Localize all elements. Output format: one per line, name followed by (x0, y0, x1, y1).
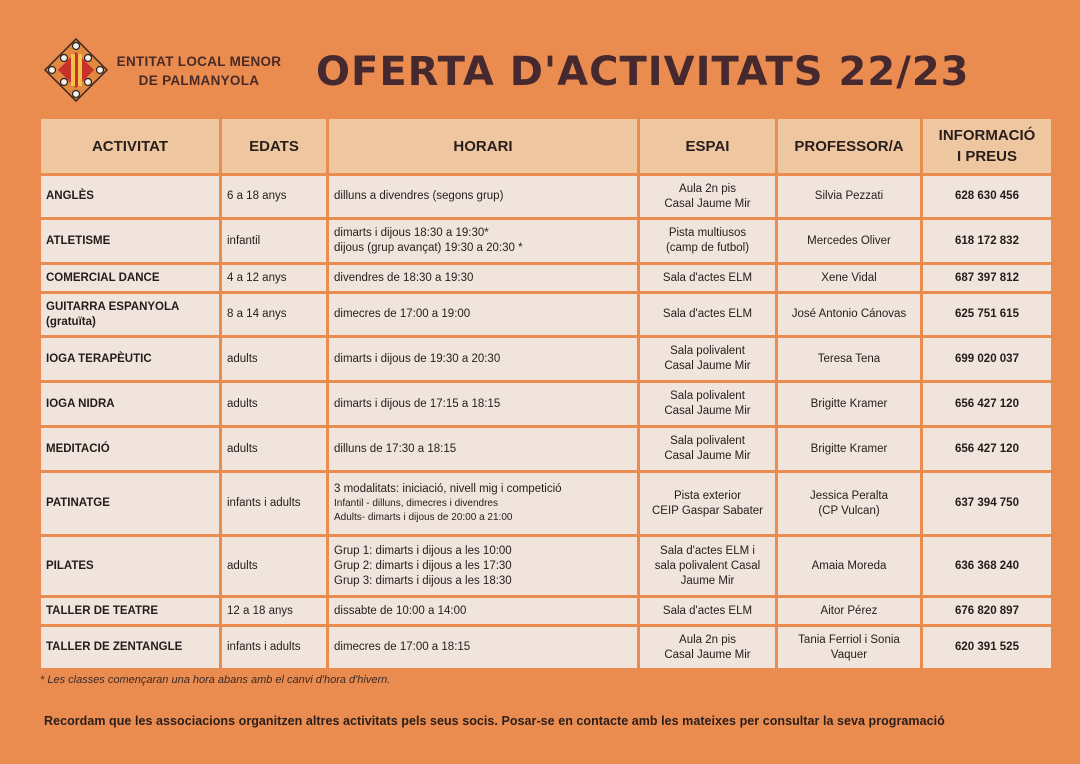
table-row (40, 219, 1053, 264)
cell-professor (777, 264, 922, 293)
header-activitat: ACTIVITAT (40, 118, 221, 175)
cell-espai-line: Aula 2n pis (679, 633, 736, 646)
cell-espai (639, 536, 777, 597)
cell-espai (639, 264, 777, 293)
cell-telefon: 625 751 615 (922, 293, 1053, 337)
cell-professor (777, 472, 922, 536)
header-info-line-1: INFORMACIÓ (938, 127, 1036, 144)
cell-espai-line: Sala polivalent (670, 435, 745, 447)
cell-professor-line: Amaia Moreda (811, 559, 887, 572)
cell-edats: adults (221, 427, 328, 472)
cell-espai-line: Casal Jaume Mir (664, 450, 751, 462)
cell-horari (328, 264, 639, 293)
cell-professor-line: Aitor Pérez (820, 604, 878, 617)
cell-professor-line: Mercedes Oliver (807, 234, 891, 247)
footnote: * Les classes començaran una hora abans amb el canvi d'hora d'hivern. (40, 674, 391, 686)
table-row (40, 472, 1053, 536)
cell-edats: adults (221, 337, 328, 382)
cell-edats: infants i adults (221, 626, 328, 670)
cell-activitat (40, 597, 221, 626)
cell-espai-line: (camp de futbol) (665, 242, 750, 254)
cell-professor (777, 382, 922, 427)
cell-horari-line: dilluns a divendres (segons grup) (334, 190, 504, 202)
cell-professor-line: José Antonio Cánovas (791, 308, 907, 320)
cell-espai-line: Casal Jaume Mir (664, 360, 751, 372)
cell-espai-line: Sala d'actes ELM (662, 271, 753, 284)
table-row (40, 264, 1053, 293)
cell-activitat (40, 472, 221, 536)
cell-horari (328, 597, 639, 626)
header-espai: ESPAI (639, 118, 777, 175)
cell-edats: 12 a 18 anys (221, 597, 328, 626)
cell-horari-line: dimarts i dijous de 19:30 a 20:30 (334, 352, 501, 365)
activity-name: TALLER DE TEATRE (46, 604, 159, 617)
cell-espai-line: Casal Jaume Mir (664, 405, 751, 417)
cell-telefon: 687 397 812 (922, 264, 1053, 293)
cell-horari-line: Grup 1: dimarts i dijous a les 10:00 (334, 544, 512, 557)
cell-horari (328, 175, 639, 219)
header-info (922, 118, 1053, 175)
cell-espai-line: Casal Jaume Mir (664, 197, 751, 210)
cell-horari-line: Adults- dimarts i dijous de 20:00 a 21:00 (334, 512, 513, 523)
cell-telefon: 628 630 456 (922, 175, 1053, 219)
cell-horari-line: Grup 2: dimarts i dijous a les 17:30 (334, 559, 512, 572)
cell-horari-line: Infantil - dilluns, dimecres i divendres (334, 498, 498, 509)
cell-espai-line: CEIP Gaspar Sabater (651, 504, 763, 517)
cell-espai-line: Pista exterior (673, 489, 742, 502)
cell-horari (328, 219, 639, 264)
cell-horari-line: 3 modalitats: iniciació, nivell mig i competició (334, 483, 562, 495)
cell-telefon: 618 172 832 (922, 219, 1053, 264)
page-title: OFERTA D'ACTIVITATS 22/23 (316, 49, 970, 95)
cell-espai-line: Jaume Mir (680, 574, 735, 587)
cell-horari-line: dimarts i dijous 18:30 a 19:30* (334, 227, 489, 239)
header-horari: HORARI (328, 118, 639, 175)
cell-edats: adults (221, 382, 328, 427)
cell-horari (328, 472, 639, 536)
cell-horari (328, 536, 639, 597)
cell-horari (328, 382, 639, 427)
cell-espai (639, 337, 777, 382)
cell-professor-line: Jessica Peralta (810, 489, 888, 502)
cell-horari (328, 626, 639, 670)
table-row (40, 293, 1053, 337)
cell-horari-line: dilluns de 17:30 a 18:15 (334, 442, 457, 455)
cell-horari-line: dijous (grup avançat) 19:30 a 20:30 * (334, 242, 523, 254)
cell-horari-line: dimarts i dijous de 17:15 a 18:15 (334, 397, 501, 410)
cell-espai-line: Sala d'actes ELM (662, 308, 753, 320)
organization-name (108, 52, 290, 90)
cell-espai-line: Sala d'actes ELM (662, 604, 753, 617)
cell-telefon: 656 427 120 (922, 427, 1053, 472)
cell-activitat (40, 382, 221, 427)
cell-edats: 6 a 18 anys (221, 175, 328, 219)
cell-espai (639, 382, 777, 427)
table-row (40, 382, 1053, 427)
cell-espai (639, 597, 777, 626)
cell-horari (328, 293, 639, 337)
cell-edats: adults (221, 536, 328, 597)
cell-activitat (40, 219, 221, 264)
table-row (40, 536, 1053, 597)
table-row (40, 337, 1053, 382)
cell-activitat (40, 293, 221, 337)
cell-espai (639, 175, 777, 219)
cell-professor-line: Brigitte Kramer (810, 397, 888, 410)
cell-professor-line: Silvia Pezzati (814, 190, 884, 202)
cell-professor (777, 536, 922, 597)
cell-horari (328, 427, 639, 472)
cell-professor-line: Brigitte Kramer (810, 442, 888, 455)
cell-professor (777, 219, 922, 264)
table-row (40, 427, 1053, 472)
cell-espai (639, 219, 777, 264)
cell-telefon: 620 391 525 (922, 626, 1053, 670)
cell-professor-line: Vaquer (830, 648, 868, 661)
cell-edats: 4 a 12 anys (221, 264, 328, 293)
cell-professor (777, 427, 922, 472)
header-edats: EDATS (221, 118, 328, 175)
cell-professor (777, 597, 922, 626)
cell-telefon: 656 427 120 (922, 382, 1053, 427)
cell-horari-line: dissabte de 10:00 a 14:00 (334, 604, 467, 617)
cell-edats: infantil (221, 219, 328, 264)
cell-activitat (40, 427, 221, 472)
cell-espai-line: Aula 2n pis (679, 182, 736, 195)
activity-name: IOGA TERAPÈUTIC (46, 352, 152, 365)
activity-name: GUITARRA ESPANYOLA (46, 300, 180, 313)
cell-espai-line: Sala polivalent (670, 345, 745, 357)
activity-name: PATINATGE (46, 497, 110, 509)
cell-horari-line: divendres de 18:30 a 19:30 (334, 271, 474, 284)
activity-name: IOGA NIDRA (46, 397, 115, 410)
activity-name: MEDITACIÓ (46, 442, 110, 455)
cell-horari-line: dimecres de 17:00 a 18:15 (334, 641, 471, 653)
activity-name: PILATES (46, 559, 94, 572)
cell-professor (777, 293, 922, 337)
header-professor: PROFESSOR/A (777, 118, 922, 175)
cell-espai-line: Sala d'actes ELM i (660, 544, 755, 557)
cell-professor-line: Teresa Tena (817, 352, 881, 365)
cell-telefon: 676 820 897 (922, 597, 1053, 626)
cell-horari (328, 337, 639, 382)
cell-espai (639, 626, 777, 670)
cell-activitat (40, 536, 221, 597)
cell-activitat (40, 626, 221, 670)
activity-name: COMERCIAL DANCE (46, 271, 160, 284)
cell-telefon: 637 394 750 (922, 472, 1053, 536)
cell-professor-line: Xene Vidal (821, 271, 877, 284)
org-line-2: DE PALMANYOLA (138, 73, 260, 88)
cell-horari-line: dimecres de 17:00 a 19:00 (334, 308, 471, 320)
activity-name: TALLER DE ZENTANGLE (46, 641, 183, 653)
cell-professor (777, 337, 922, 382)
activity-name: ANGLÈS (46, 190, 94, 202)
cell-telefon: 636 368 240 (922, 536, 1053, 597)
table-row (40, 626, 1053, 670)
activity-note: (gratuïta) (46, 315, 96, 328)
table-row (40, 175, 1053, 219)
activities-table (38, 116, 1054, 671)
cell-espai-line: Casal Jaume Mir (664, 648, 751, 661)
activity-name: ATLETISME (46, 234, 111, 247)
cell-edats: 8 a 14 anys (221, 293, 328, 337)
table-row (40, 597, 1053, 626)
cell-activitat (40, 264, 221, 293)
cell-espai (639, 472, 777, 536)
cell-professor-line: (CP Vulcan) (818, 504, 880, 517)
cell-espai (639, 427, 777, 472)
cell-telefon: 699 020 037 (922, 337, 1053, 382)
cell-professor (777, 175, 922, 219)
cell-edats: infants i adults (221, 472, 328, 536)
cell-espai-line: Pista multiusos (668, 227, 747, 239)
cell-espai-line: Sala polivalent (670, 390, 745, 402)
table-header-row (40, 118, 1053, 175)
cell-espai-line: sala polivalent Casal (654, 559, 761, 572)
org-line-1: ENTITAT LOCAL MENOR (116, 54, 282, 69)
reminder-text: Recordam que les associacions organitzen altres activitats pels seus socis. Posar-se en contacte amb les mateixes per consultar la seva programació (44, 714, 945, 728)
header-info-line-2: I PREUS (956, 148, 1017, 165)
cell-horari-line: Grup 3: dimarts i dijous a les 18:30 (334, 574, 512, 587)
cell-activitat (40, 337, 221, 382)
cell-espai (639, 293, 777, 337)
coat-of-arms-icon (44, 38, 108, 102)
cell-professor (777, 626, 922, 670)
cell-activitat (40, 175, 221, 219)
cell-professor-line: Tania Ferriol i Sonia (798, 633, 900, 646)
